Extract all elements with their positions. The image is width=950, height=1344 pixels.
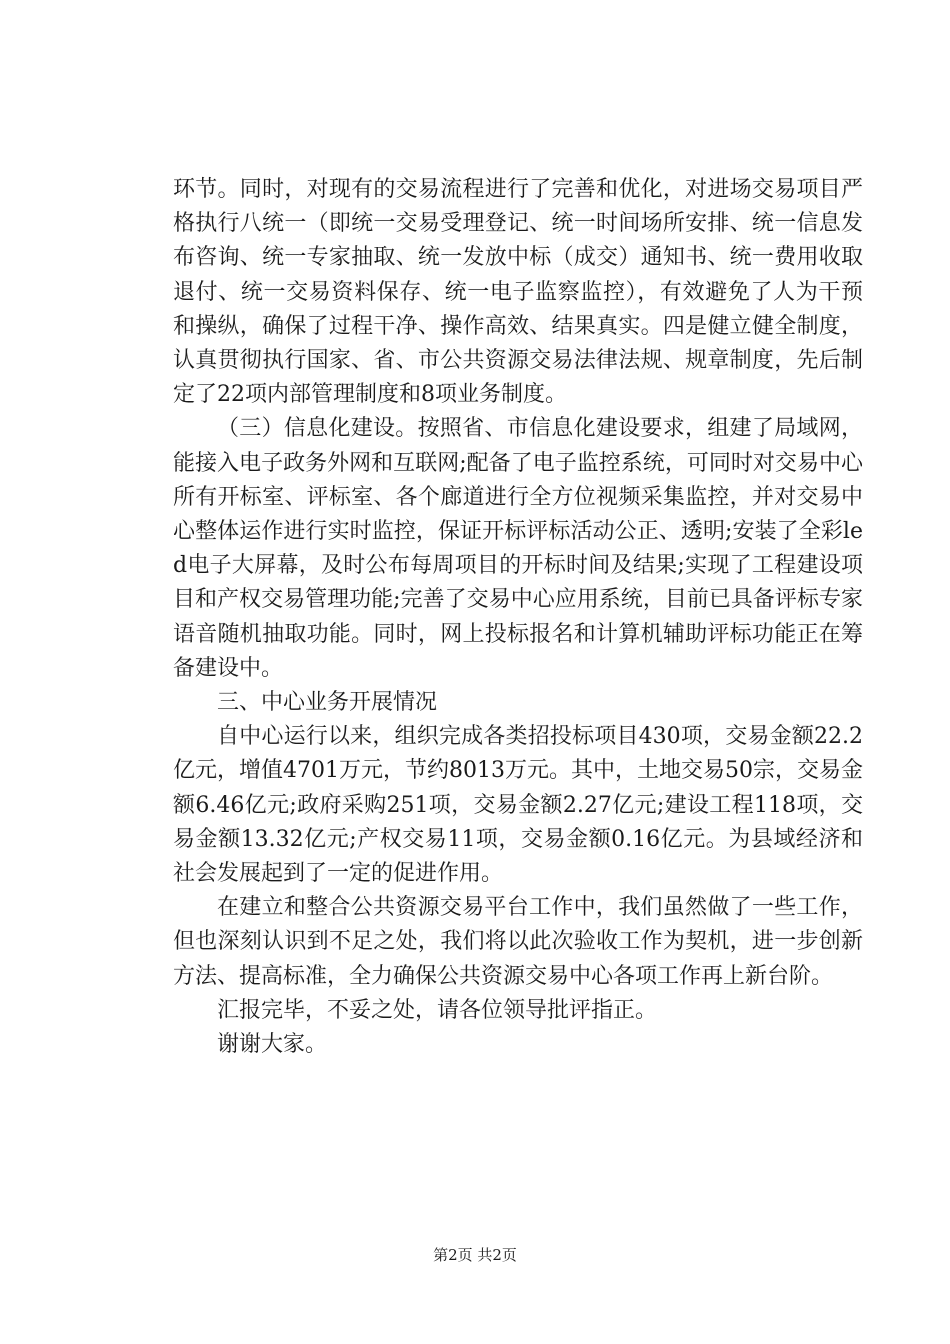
page-footer: 第2页 共2页 [433,1246,517,1264]
paragraph-6: 谢谢大家。 [217,1032,328,1058]
paragraph-5: 汇报完毕，不妥之处，请各位领导批评指正。 [217,997,658,1023]
paragraph-1: 环节。同时，对现有的交易流程进行了完善和优化，对进场交易项目严格执行八统一（即统一交易受理登记、统一时间场所安排、统一信息发布咨询、统一专家抽取、统一发放中标（成交）通知书、统一费用收取退付、统一交易资料保存、统一电子监察监控），有效避免了人为干预和操纵，确保了过程干净、操作高效、结果真实。四是健立健全制度，认真贯彻执行国家、省、市公共资源交易法律法规、规章制度，先后制定了22项内部管理制度和8项业务制度。 [173,177,863,408]
document-body [173,173,863,1062]
paragraph-3: 自中心运行以来，组织完成各类招投标项目430项，交易金额22.2亿元，增值4701万元，节约8013万元。其中，土地交易50宗，交易金额6.46亿元;政府采购251项，交易金额2.27亿元;建设工程118项，交易金额13.32亿元;产权交易11项，交易金额0.16亿元。为县域经济和社会发展起到了一定的促进作用。 [173,724,863,887]
paragraph-2: （三）信息化建设。按照省、市信息化建设要求，组建了局域网，能接入电子政务外网和互联网;配备了电子监控系统，可同时对交易中心所有开标室、评标室、各个廊道进行全方位视频采集监控，并对交易中心整体运作进行实时监控，保证开标评标活动公正、透明;安装了全彩led电子大屏幕，及时公布每周项目的开标时间及结果;实现了工程建设项目和产权交易管理功能;完善了交易中心应用系统，目前已具备评标专家语音随机抽取功能。同时，网上投标报名和计算机辅助评标功能正在筹备建设中。 [173,416,863,681]
paragraph-4: 在建立和整合公共资源交易平台工作中，我们虽然做了一些工作，但也深刻认识到不足之处，我们将以此次验收工作为契机，进一步创新方法、提高标准，全力确保公共资源交易中心各项工作再上新台阶。 [173,895,863,989]
section-heading: 三、中心业务开展情况 [217,690,438,716]
